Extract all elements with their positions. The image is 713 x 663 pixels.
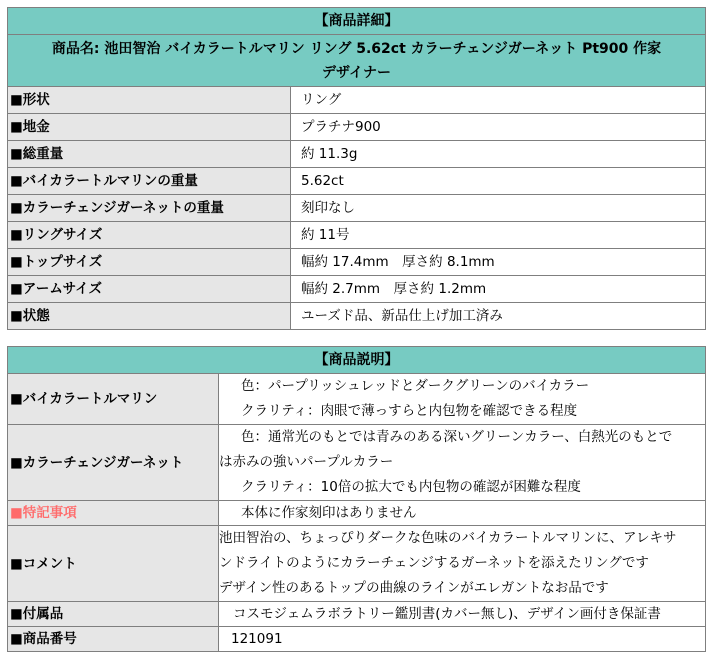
- tourmaline-weight-label: ■バイカラートルマリンの重量: [8, 168, 291, 195]
- bicolor-color-line: 色：パープリッシュレッドとダークグリーンのバイカラー: [241, 378, 590, 394]
- comment-label: ■コメント: [8, 526, 219, 602]
- arm-size-value: 幅約 2.7mm 厚さ約 1.2mm: [291, 276, 706, 303]
- ring-size-label: ■リングサイズ: [8, 222, 291, 249]
- comment-value: [219, 526, 706, 602]
- shape-value: リング: [291, 87, 706, 114]
- product-title: [8, 35, 706, 87]
- garnet-weight-value: 刻印なし: [291, 195, 706, 222]
- color-change-garnet-value: [219, 425, 706, 501]
- garnet-clarity-line: クラリティ：10倍の拡大でも内包物の確認が困難な程度: [241, 479, 581, 495]
- condition-label: ■状態: [8, 303, 291, 330]
- bicolor-tourmaline-value: [219, 374, 706, 425]
- arm-size-label: ■アームサイズ: [8, 276, 291, 303]
- comment-line2: ンドライトのようにカラーチェンジするガーネットを添えたリングです: [219, 555, 649, 571]
- garnet-color-line2: は赤みの強いパープルカラー: [219, 454, 394, 470]
- shape-label: ■形状: [8, 87, 291, 114]
- item-number-value: 121091: [219, 627, 706, 652]
- ring-size-value: 約 11号: [291, 222, 706, 249]
- tourmaline-weight-value: 5.62ct: [291, 168, 706, 195]
- item-number-label: ■商品番号: [8, 627, 219, 652]
- total-weight-label: ■総重量: [8, 141, 291, 168]
- special-notes-label: ■特記事項: [8, 501, 219, 526]
- details-header: 【商品詳細】: [8, 8, 706, 35]
- accessories-value: コスモジェムラボラトリー鑑別書(カバー無し)、デザイン画付き保証書: [219, 602, 706, 627]
- top-size-label: ■トップサイズ: [8, 249, 291, 276]
- bicolor-clarity-line: クラリティ：肉眼で薄っすらと内包物を確認できる程度: [241, 403, 578, 419]
- bicolor-tourmaline-label: ■バイカラートルマリン: [8, 374, 219, 425]
- product-details-table: [7, 7, 706, 330]
- product-title-line1: 商品名: 池田智治 バイカラートルマリン リング 5.62ct カラーチェンジガーネット Pt900 作家: [51, 40, 662, 57]
- description-header: 【商品説明】: [8, 347, 706, 374]
- metal-value: プラチナ900: [291, 114, 706, 141]
- condition-value: ユーズド品、新品仕上げ加工済み: [291, 303, 706, 330]
- garnet-weight-label: ■カラーチェンジガーネットの重量: [8, 195, 291, 222]
- comment-line3: デザイン性のあるトップの曲線のラインがエレガントなお品です: [219, 580, 609, 596]
- total-weight-value: 約 11.3g: [291, 141, 706, 168]
- accessories-label: ■付属品: [8, 602, 219, 627]
- metal-label: ■地金: [8, 114, 291, 141]
- comment-line1: 池田智治の、ちょっぴりダークな色味のバイカラートルマリンに、アレキサ: [219, 530, 677, 546]
- product-description-table: [7, 346, 706, 652]
- product-title-line2: デザイナー: [321, 64, 392, 81]
- garnet-color-line1: 色：通常光のもとでは青みのある深いグリーンカラー、白熱光のもとで: [241, 429, 673, 445]
- color-change-garnet-label: ■カラーチェンジガーネット: [8, 425, 219, 501]
- top-size-value: 幅約 17.4mm 厚さ約 8.1mm: [291, 249, 706, 276]
- special-notes-value: 本体に作家刻印はありません: [219, 501, 706, 526]
